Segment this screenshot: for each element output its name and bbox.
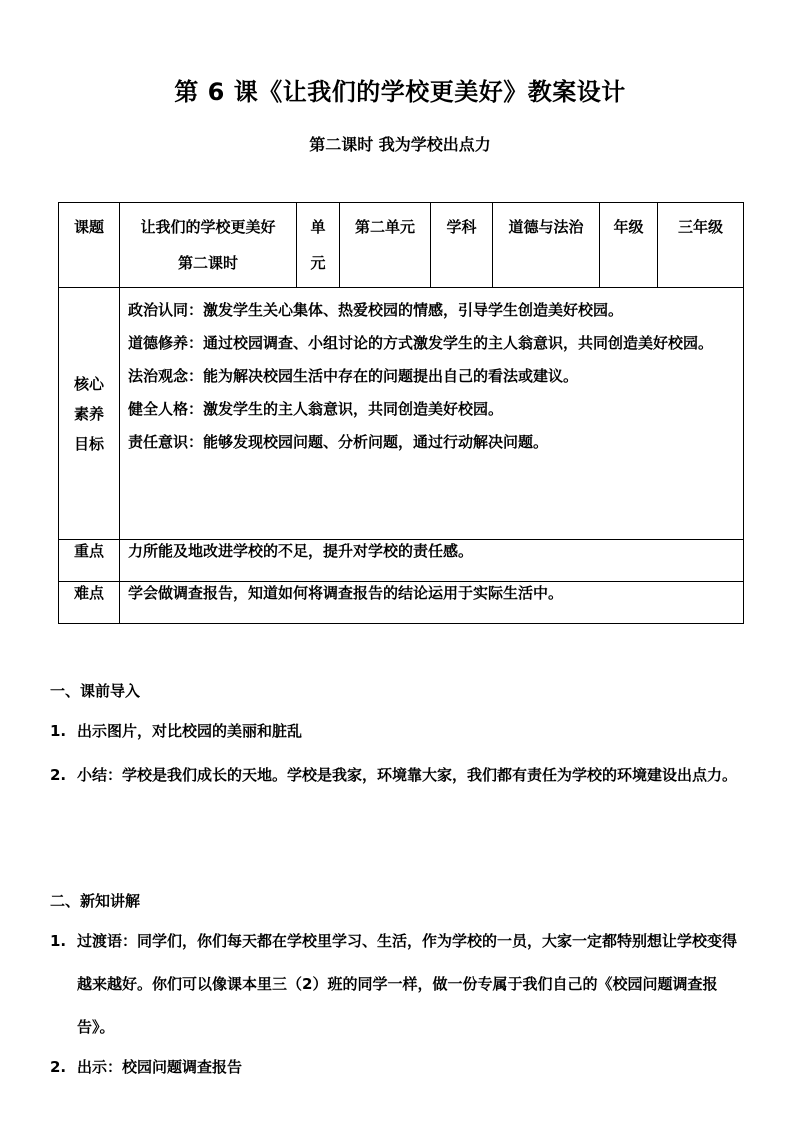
list-item-text: 出示：校园问题调查报告 [77, 1058, 243, 1076]
grade-label-cell: 年级 [600, 203, 658, 288]
key-point-label: 重点 [59, 540, 120, 582]
table-row-key-point [59, 540, 744, 582]
section-heading: 一、课前导入 [50, 682, 141, 700]
topic-line-2: 第二课时 [177, 254, 238, 272]
list-item [50, 920, 750, 1049]
list-item-text: 过渡语：同学们，你们每天都在学校里学习、生活，作为学校的一员，大家一定都特别想让学校变得越来越好。你们可以像课本里三（2）班的同学一样，做一份专属于我们自己的《校园问题调查报告》。 [77, 932, 738, 1036]
core-goal-item: 道德修养：通过校园调查、小组讨论的方式激发学生的主人翁意识，共同创造美好校园。 [128, 334, 714, 352]
list-item [50, 754, 750, 797]
subject-label-cell: 学科 [431, 203, 493, 288]
list-item-number: 2. [50, 766, 67, 784]
document-title: 第 6 课《让我们的学校更美好》教案设计 [174, 78, 626, 106]
table-row-core-goals [59, 288, 744, 540]
document-subtitle: 第二课时 我为学校出点力 [309, 135, 491, 154]
core-goal-item: 政治认同：激发学生关心集体、热爱校园的情感，引导学生创造美好校园。 [128, 301, 624, 319]
lesson-info-table [58, 202, 744, 624]
difficulty-label: 难点 [59, 582, 120, 624]
list-item [50, 1046, 750, 1089]
list-item-number: 2. [50, 1058, 67, 1076]
list-item-number: 1. [50, 932, 67, 950]
core-goals-label-cell: 核心 素养 目标 [59, 288, 120, 540]
core-goal-item: 健全人格：激发学生的主人翁意识，共同创造美好校园。 [128, 400, 504, 418]
unit-value-cell: 第二单元 [340, 203, 431, 288]
core-goal-item: 法治观念：能为解决校园生活中存在的问题提出自己的看法或建议。 [128, 367, 579, 385]
unit-label-cell: 单 元 [297, 203, 340, 288]
list-item-text: 出示图片，对比校园的美丽和脏乱 [77, 722, 303, 740]
topic-line-1: 让我们的学校更美好 [140, 218, 276, 236]
subject-value-cell: 道德与法治 [493, 203, 600, 288]
core-goal-item: 责任意识：能够发现校园问题、分析问题，通过行动解决问题。 [128, 433, 549, 451]
table-row-difficulty [59, 582, 744, 624]
topic-value-cell [120, 203, 297, 288]
list-item-number: 1. [50, 722, 67, 740]
list-item [50, 710, 750, 753]
table-row-header [59, 203, 744, 288]
grade-value-cell: 三年级 [658, 203, 744, 288]
key-point-value: 力所能及地改进学校的不足，提升对学校的责任感。 [120, 540, 744, 582]
list-item-text: 小结：学校是我们成长的天地。学校是我家，环境靠大家，我们都有责任为学校的环境建设出点力。 [77, 766, 738, 784]
section-heading: 二、新知讲解 [50, 892, 141, 910]
topic-label-cell: 课题 [59, 203, 120, 288]
difficulty-value: 学会做调查报告，知道如何将调查报告的结论运用于实际生活中。 [120, 582, 744, 624]
core-goals-content-cell [120, 288, 744, 540]
